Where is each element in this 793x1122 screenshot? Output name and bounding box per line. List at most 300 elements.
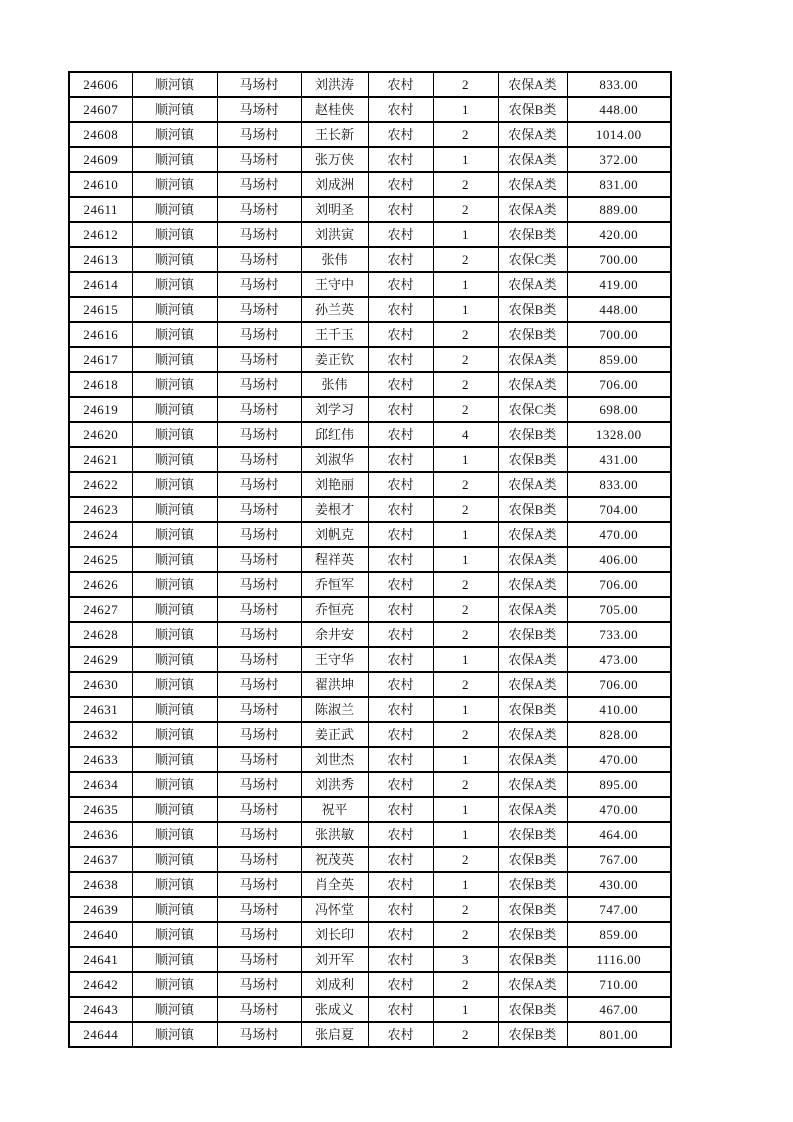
cell-residence-type: 农村 — [368, 447, 433, 472]
cell-town: 顺河镇 — [132, 497, 217, 522]
cell-village: 马场村 — [217, 122, 301, 147]
cell-village: 马场村 — [217, 472, 301, 497]
cell-town: 顺河镇 — [132, 897, 217, 922]
cell-residence-type: 农村 — [368, 672, 433, 697]
cell-serial-number: 24643 — [69, 997, 132, 1022]
cell-person-name: 刘世杰 — [301, 747, 368, 772]
table-row — [69, 647, 671, 672]
cell-residence-type: 农村 — [368, 422, 433, 447]
cell-person-name: 祝平 — [301, 797, 368, 822]
cell-person-count: 1 — [433, 147, 498, 172]
cell-town: 顺河镇 — [132, 872, 217, 897]
cell-insurance-category: 农保A类 — [498, 472, 567, 497]
cell-village: 马场村 — [217, 572, 301, 597]
cell-residence-type: 农村 — [368, 297, 433, 322]
cell-person-count: 1 — [433, 547, 498, 572]
cell-insurance-category: 农保B类 — [498, 297, 567, 322]
cell-person-count: 1 — [433, 222, 498, 247]
cell-residence-type: 农村 — [368, 597, 433, 622]
cell-person-name: 刘学习 — [301, 397, 368, 422]
cell-amount: 410.00 — [567, 697, 671, 722]
table-row — [69, 322, 671, 347]
cell-person-count: 1 — [433, 997, 498, 1022]
cell-amount: 372.00 — [567, 147, 671, 172]
cell-serial-number: 24619 — [69, 397, 132, 422]
cell-person-name: 刘长印 — [301, 922, 368, 947]
cell-amount: 705.00 — [567, 597, 671, 622]
cell-serial-number: 24639 — [69, 897, 132, 922]
cell-residence-type: 农村 — [368, 122, 433, 147]
cell-village: 马场村 — [217, 322, 301, 347]
cell-person-count: 1 — [433, 522, 498, 547]
cell-amount: 733.00 — [567, 622, 671, 647]
cell-serial-number: 24615 — [69, 297, 132, 322]
cell-village: 马场村 — [217, 272, 301, 297]
cell-amount: 700.00 — [567, 247, 671, 272]
cell-town: 顺河镇 — [132, 122, 217, 147]
cell-town: 顺河镇 — [132, 272, 217, 297]
cell-town: 顺河镇 — [132, 747, 217, 772]
cell-person-count: 2 — [433, 672, 498, 697]
cell-town: 顺河镇 — [132, 297, 217, 322]
cell-insurance-category: 农保B类 — [498, 847, 567, 872]
table-row — [69, 497, 671, 522]
cell-insurance-category: 农保A类 — [498, 547, 567, 572]
cell-insurance-category: 农保B类 — [498, 97, 567, 122]
cell-person-count: 2 — [433, 722, 498, 747]
cell-person-name: 王守华 — [301, 647, 368, 672]
cell-residence-type: 农村 — [368, 997, 433, 1022]
cell-serial-number: 24612 — [69, 222, 132, 247]
cell-serial-number: 24629 — [69, 647, 132, 672]
cell-amount: 833.00 — [567, 472, 671, 497]
cell-village: 马场村 — [217, 547, 301, 572]
table-row — [69, 697, 671, 722]
cell-person-name: 邱红伟 — [301, 422, 368, 447]
cell-insurance-category: 农保B类 — [498, 447, 567, 472]
table-row — [69, 897, 671, 922]
cell-town: 顺河镇 — [132, 322, 217, 347]
cell-serial-number: 24637 — [69, 847, 132, 872]
cell-town: 顺河镇 — [132, 1022, 217, 1047]
cell-village: 马场村 — [217, 647, 301, 672]
cell-town: 顺河镇 — [132, 347, 217, 372]
table-row — [69, 397, 671, 422]
cell-town: 顺河镇 — [132, 947, 217, 972]
cell-residence-type: 农村 — [368, 622, 433, 647]
cell-residence-type: 农村 — [368, 847, 433, 872]
cell-person-name: 刘洪秀 — [301, 772, 368, 797]
cell-person-count: 2 — [433, 247, 498, 272]
cell-insurance-category: 农保B类 — [498, 947, 567, 972]
cell-person-count: 1 — [433, 647, 498, 672]
cell-person-count: 2 — [433, 347, 498, 372]
cell-person-name: 赵桂侠 — [301, 97, 368, 122]
cell-person-count: 4 — [433, 422, 498, 447]
cell-village: 马场村 — [217, 622, 301, 647]
cell-person-name: 王千玉 — [301, 322, 368, 347]
cell-residence-type: 农村 — [368, 272, 433, 297]
cell-person-name: 张万侠 — [301, 147, 368, 172]
cell-village: 马场村 — [217, 722, 301, 747]
cell-person-name: 肖全英 — [301, 872, 368, 897]
cell-town: 顺河镇 — [132, 172, 217, 197]
cell-person-name: 王守中 — [301, 272, 368, 297]
cell-residence-type: 农村 — [368, 72, 433, 97]
cell-amount: 419.00 — [567, 272, 671, 297]
cell-insurance-category: 农保B类 — [498, 422, 567, 447]
cell-town: 顺河镇 — [132, 822, 217, 847]
cell-person-count: 1 — [433, 822, 498, 847]
cell-person-count: 2 — [433, 622, 498, 647]
cell-town: 顺河镇 — [132, 622, 217, 647]
cell-person-name: 刘艳丽 — [301, 472, 368, 497]
cell-serial-number: 24627 — [69, 597, 132, 622]
cell-insurance-category: 农保A类 — [498, 72, 567, 97]
cell-insurance-category: 农保B类 — [498, 322, 567, 347]
table-row — [69, 772, 671, 797]
table-row — [69, 172, 671, 197]
cell-serial-number: 24624 — [69, 522, 132, 547]
table-row — [69, 447, 671, 472]
cell-town: 顺河镇 — [132, 697, 217, 722]
cell-person-count: 1 — [433, 697, 498, 722]
cell-residence-type: 农村 — [368, 222, 433, 247]
cell-village: 马场村 — [217, 597, 301, 622]
table-row — [69, 922, 671, 947]
cell-insurance-category: 农保A类 — [498, 197, 567, 222]
cell-serial-number: 24616 — [69, 322, 132, 347]
cell-insurance-category: 农保B类 — [498, 222, 567, 247]
cell-serial-number: 24607 — [69, 97, 132, 122]
cell-insurance-category: 农保A类 — [498, 772, 567, 797]
cell-person-count: 2 — [433, 972, 498, 997]
cell-serial-number: 24632 — [69, 722, 132, 747]
cell-amount: 420.00 — [567, 222, 671, 247]
cell-serial-number: 24610 — [69, 172, 132, 197]
cell-residence-type: 农村 — [368, 372, 433, 397]
cell-residence-type: 农村 — [368, 772, 433, 797]
cell-village: 马场村 — [217, 697, 301, 722]
cell-serial-number: 24635 — [69, 797, 132, 822]
cell-town: 顺河镇 — [132, 247, 217, 272]
cell-person-count: 1 — [433, 747, 498, 772]
cell-town: 顺河镇 — [132, 72, 217, 97]
cell-amount: 430.00 — [567, 872, 671, 897]
cell-village: 马场村 — [217, 872, 301, 897]
cell-residence-type: 农村 — [368, 922, 433, 947]
cell-amount: 431.00 — [567, 447, 671, 472]
cell-serial-number: 24608 — [69, 122, 132, 147]
cell-person-count: 2 — [433, 397, 498, 422]
cell-village: 马场村 — [217, 897, 301, 922]
cell-insurance-category: 农保A类 — [498, 122, 567, 147]
cell-insurance-category: 农保A类 — [498, 797, 567, 822]
cell-village: 马场村 — [217, 172, 301, 197]
cell-person-name: 王长新 — [301, 122, 368, 147]
cell-serial-number: 24609 — [69, 147, 132, 172]
cell-town: 顺河镇 — [132, 572, 217, 597]
cell-insurance-category: 农保C类 — [498, 247, 567, 272]
cell-person-name: 张启夏 — [301, 1022, 368, 1047]
table-row — [69, 197, 671, 222]
cell-amount: 747.00 — [567, 897, 671, 922]
cell-insurance-category: 农保B类 — [498, 697, 567, 722]
cell-person-count: 2 — [433, 372, 498, 397]
cell-amount: 801.00 — [567, 1022, 671, 1047]
cell-amount: 464.00 — [567, 822, 671, 847]
cell-residence-type: 农村 — [368, 247, 433, 272]
cell-town: 顺河镇 — [132, 472, 217, 497]
cell-person-name: 乔恒亮 — [301, 597, 368, 622]
cell-amount: 828.00 — [567, 722, 671, 747]
table-row — [69, 297, 671, 322]
cell-insurance-category: 农保B类 — [498, 822, 567, 847]
cell-amount: 473.00 — [567, 647, 671, 672]
cell-residence-type: 农村 — [368, 497, 433, 522]
cell-insurance-category: 农保C类 — [498, 397, 567, 422]
cell-amount: 859.00 — [567, 347, 671, 372]
cell-serial-number: 24614 — [69, 272, 132, 297]
cell-town: 顺河镇 — [132, 522, 217, 547]
cell-residence-type: 农村 — [368, 947, 433, 972]
cell-residence-type: 农村 — [368, 472, 433, 497]
cell-town: 顺河镇 — [132, 372, 217, 397]
cell-person-name: 刘淑华 — [301, 447, 368, 472]
cell-residence-type: 农村 — [368, 397, 433, 422]
cell-person-count: 2 — [433, 572, 498, 597]
cell-town: 顺河镇 — [132, 922, 217, 947]
cell-village: 马场村 — [217, 347, 301, 372]
cell-residence-type: 农村 — [368, 647, 433, 672]
cell-serial-number: 24625 — [69, 547, 132, 572]
table-row — [69, 997, 671, 1022]
cell-residence-type: 农村 — [368, 797, 433, 822]
cell-village: 马场村 — [217, 147, 301, 172]
cell-person-name: 刘成洲 — [301, 172, 368, 197]
cell-person-name: 程祥英 — [301, 547, 368, 572]
cell-insurance-category: 农保A类 — [498, 522, 567, 547]
table-row — [69, 747, 671, 772]
cell-village: 马场村 — [217, 222, 301, 247]
cell-person-count: 2 — [433, 922, 498, 947]
cell-village: 马场村 — [217, 772, 301, 797]
cell-serial-number: 24618 — [69, 372, 132, 397]
cell-insurance-category: 农保B类 — [498, 997, 567, 1022]
cell-residence-type: 农村 — [368, 197, 433, 222]
cell-serial-number: 24633 — [69, 747, 132, 772]
cell-residence-type: 农村 — [368, 522, 433, 547]
cell-residence-type: 农村 — [368, 1022, 433, 1047]
cell-person-count: 2 — [433, 497, 498, 522]
table-row — [69, 372, 671, 397]
table-row — [69, 272, 671, 297]
cell-serial-number: 24630 — [69, 672, 132, 697]
cell-serial-number: 24623 — [69, 497, 132, 522]
cell-serial-number: 24613 — [69, 247, 132, 272]
cell-village: 马场村 — [217, 1022, 301, 1047]
cell-village: 马场村 — [217, 422, 301, 447]
cell-village: 马场村 — [217, 97, 301, 122]
cell-amount: 406.00 — [567, 547, 671, 572]
cell-village: 马场村 — [217, 797, 301, 822]
cell-serial-number: 24644 — [69, 1022, 132, 1047]
cell-village: 马场村 — [217, 947, 301, 972]
cell-village: 马场村 — [217, 72, 301, 97]
cell-village: 马场村 — [217, 522, 301, 547]
cell-person-count: 2 — [433, 72, 498, 97]
cell-serial-number: 24626 — [69, 572, 132, 597]
cell-person-name: 冯怀堂 — [301, 897, 368, 922]
table-row — [69, 122, 671, 147]
cell-village: 马场村 — [217, 197, 301, 222]
cell-residence-type: 农村 — [368, 147, 433, 172]
cell-residence-type: 农村 — [368, 697, 433, 722]
cell-residence-type: 农村 — [368, 897, 433, 922]
benefit-roster-table — [68, 71, 672, 1048]
cell-amount: 470.00 — [567, 747, 671, 772]
table-row — [69, 847, 671, 872]
cell-person-name: 刘开军 — [301, 947, 368, 972]
cell-amount: 698.00 — [567, 397, 671, 422]
table-row — [69, 872, 671, 897]
cell-serial-number: 24631 — [69, 697, 132, 722]
cell-amount: 700.00 — [567, 322, 671, 347]
table-row — [69, 797, 671, 822]
cell-insurance-category: 农保A类 — [498, 172, 567, 197]
cell-amount: 1116.00 — [567, 947, 671, 972]
cell-amount: 448.00 — [567, 297, 671, 322]
cell-person-name: 刘洪寅 — [301, 222, 368, 247]
cell-insurance-category: 农保A类 — [498, 597, 567, 622]
cell-residence-type: 农村 — [368, 172, 433, 197]
cell-insurance-category: 农保B类 — [498, 922, 567, 947]
cell-person-name: 刘明圣 — [301, 197, 368, 222]
cell-town: 顺河镇 — [132, 447, 217, 472]
table-row — [69, 247, 671, 272]
cell-residence-type: 农村 — [368, 322, 433, 347]
cell-village: 马场村 — [217, 672, 301, 697]
cell-insurance-category: 农保A类 — [498, 272, 567, 297]
cell-person-name: 翟洪坤 — [301, 672, 368, 697]
cell-village: 马场村 — [217, 847, 301, 872]
cell-serial-number: 24642 — [69, 972, 132, 997]
cell-residence-type: 农村 — [368, 572, 433, 597]
table-row — [69, 97, 671, 122]
cell-person-count: 2 — [433, 1022, 498, 1047]
cell-serial-number: 24628 — [69, 622, 132, 647]
cell-person-name: 祝茂英 — [301, 847, 368, 872]
cell-amount: 831.00 — [567, 172, 671, 197]
cell-residence-type: 农村 — [368, 547, 433, 572]
cell-person-count: 2 — [433, 322, 498, 347]
cell-insurance-category: 农保B类 — [498, 872, 567, 897]
table-row — [69, 722, 671, 747]
cell-insurance-category: 农保B类 — [498, 1022, 567, 1047]
cell-town: 顺河镇 — [132, 772, 217, 797]
cell-serial-number: 24641 — [69, 947, 132, 972]
cell-serial-number: 24620 — [69, 422, 132, 447]
cell-insurance-category: 农保A类 — [498, 372, 567, 397]
cell-residence-type: 农村 — [368, 822, 433, 847]
cell-person-count: 2 — [433, 897, 498, 922]
cell-person-count: 2 — [433, 597, 498, 622]
cell-insurance-category: 农保A类 — [498, 572, 567, 597]
table-row — [69, 1022, 671, 1047]
cell-village: 马场村 — [217, 497, 301, 522]
cell-village: 马场村 — [217, 372, 301, 397]
cell-residence-type: 农村 — [368, 97, 433, 122]
cell-person-count: 2 — [433, 122, 498, 147]
cell-serial-number: 24622 — [69, 472, 132, 497]
cell-village: 马场村 — [217, 447, 301, 472]
table-row — [69, 547, 671, 572]
cell-person-name: 余井安 — [301, 622, 368, 647]
cell-residence-type: 农村 — [368, 872, 433, 897]
cell-village: 马场村 — [217, 247, 301, 272]
cell-amount: 704.00 — [567, 497, 671, 522]
table-body — [69, 72, 671, 1047]
cell-town: 顺河镇 — [132, 722, 217, 747]
cell-residence-type: 农村 — [368, 972, 433, 997]
cell-insurance-category: 农保B类 — [498, 622, 567, 647]
cell-serial-number: 24611 — [69, 197, 132, 222]
table-row — [69, 622, 671, 647]
cell-person-count: 1 — [433, 797, 498, 822]
cell-person-name: 孙兰英 — [301, 297, 368, 322]
cell-town: 顺河镇 — [132, 847, 217, 872]
cell-serial-number: 24636 — [69, 822, 132, 847]
cell-person-count: 2 — [433, 197, 498, 222]
cell-village: 马场村 — [217, 997, 301, 1022]
cell-village: 马场村 — [217, 397, 301, 422]
cell-town: 顺河镇 — [132, 972, 217, 997]
cell-person-name: 刘帆克 — [301, 522, 368, 547]
cell-serial-number: 24634 — [69, 772, 132, 797]
cell-serial-number: 24640 — [69, 922, 132, 947]
cell-village: 马场村 — [217, 297, 301, 322]
cell-person-count: 1 — [433, 272, 498, 297]
cell-person-count: 1 — [433, 297, 498, 322]
table-row — [69, 597, 671, 622]
table-row — [69, 522, 671, 547]
cell-insurance-category: 农保A类 — [498, 147, 567, 172]
cell-insurance-category: 农保A类 — [498, 747, 567, 772]
cell-town: 顺河镇 — [132, 997, 217, 1022]
cell-town: 顺河镇 — [132, 547, 217, 572]
cell-amount: 895.00 — [567, 772, 671, 797]
cell-village: 马场村 — [217, 822, 301, 847]
cell-insurance-category: 农保A类 — [498, 347, 567, 372]
cell-amount: 859.00 — [567, 922, 671, 947]
table-row — [69, 822, 671, 847]
cell-person-name: 姜正武 — [301, 722, 368, 747]
cell-person-name: 姜正钦 — [301, 347, 368, 372]
cell-amount: 470.00 — [567, 797, 671, 822]
cell-amount: 706.00 — [567, 572, 671, 597]
table-row — [69, 572, 671, 597]
cell-amount: 833.00 — [567, 72, 671, 97]
cell-amount: 1328.00 — [567, 422, 671, 447]
cell-amount: 706.00 — [567, 372, 671, 397]
cell-serial-number: 24606 — [69, 72, 132, 97]
cell-town: 顺河镇 — [132, 147, 217, 172]
cell-person-count: 1 — [433, 872, 498, 897]
cell-person-count: 2 — [433, 847, 498, 872]
table-row — [69, 72, 671, 97]
cell-amount: 1014.00 — [567, 122, 671, 147]
cell-person-name: 张洪敏 — [301, 822, 368, 847]
